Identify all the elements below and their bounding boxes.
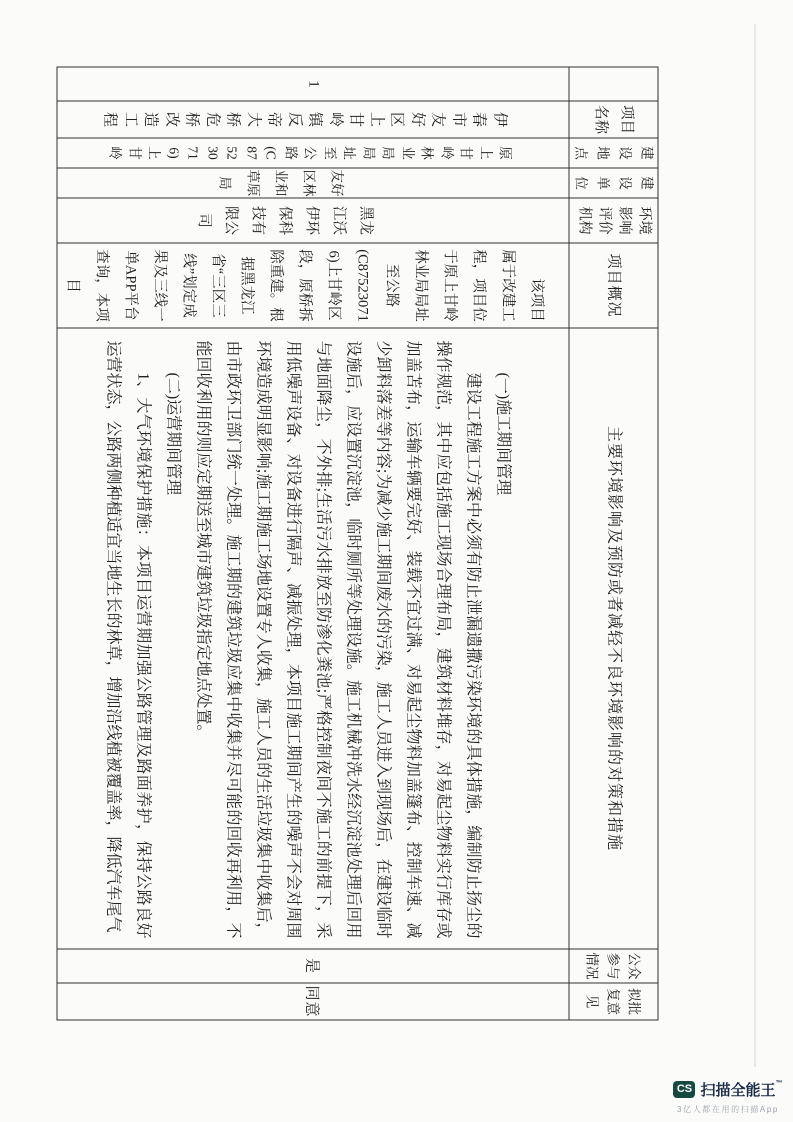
watermark-tagline: 3亿人都在用的扫描App (677, 1105, 779, 1114)
header-builder: 建设单位 (569, 168, 658, 198)
eia-approval-table (56, 66, 658, 1020)
cell-builder (57, 168, 569, 198)
header-draft-approval: 拟批复意见 (569, 983, 658, 1020)
cell-location (57, 138, 569, 168)
cell-public-participation: 是 (57, 949, 569, 983)
location-text: 原上甘岭林业局局址至公路(C875230716)上甘岭 (107, 145, 513, 160)
measures-paragraph: (一)施工期间管理 (494, 372, 511, 495)
cs-logo-icon: CS (673, 1081, 695, 1098)
header-location: 建设地点 (569, 138, 658, 168)
watermark-brand-text: 扫描全能王 (700, 1082, 776, 1099)
cell-eia-agency (57, 198, 569, 243)
cell-measures (57, 328, 569, 949)
measures-paragraph: (二)运营期间管理 (164, 372, 181, 495)
header-overview: 项目概况 (569, 243, 658, 328)
measures-paragraph: 1、大气环境保护措施：本项目运营期加强公路管理及路面养护，保持公路良好运营状态，公路两侧种植适宜当地生长的林草，增加沿线植被覆盖率，降低汽车尾气 (104, 340, 151, 938)
watermark-brand (700, 1079, 782, 1100)
trademark-symbol: ™ (775, 1080, 783, 1087)
eia-agency-text: 黑龙江沃伊环保科技有限公司 (195, 205, 373, 235)
cell-draft-approval: 同意 (57, 983, 569, 1020)
cell-project-name (57, 101, 569, 138)
camscanner-watermark (666, 1079, 790, 1115)
project-name-text: 伊春市友好区上甘岭镇反帝大桥危桥改造工程 (101, 111, 507, 127)
table-data-row (57, 67, 569, 1020)
cell-serial: 1 (57, 67, 569, 101)
header-eia-agency: 环境影响评价机构 (569, 198, 658, 243)
header-measures: 主要环境影响及预防或者减轻不良环境影响的对策和措施 (569, 328, 658, 949)
measures-paragraph: 建设工程施工方案中必须有防止泄漏遗撒污染环境的具体措施，编制防止扬尘的操作规范，其中应包括施工现场合理布局，建筑材料堆存，对易起尘物料实行库存或加盖苫布，运输车辆要完好、装载不宜过满、对易起尘物料加盖篷布、控制车速、减少卸料落差等内容;为减少施工期间废水的污染，施工人员进入到现场后，在建设临时设施后，应设置沉淀池，临时厕所等处理设施。施工机械冲洗水经沉淀池处理后回用与地面降尘，不外排;生活污水排放至防渗化粪池;严格控制夜间不施工的前提下，采用低噪声设备、对设备进行隔声、减振处理，本项目施工期间产生的噪声不会对周围环境造成明显影响;施工期施工场地设置专人收集，施工人员的生活垃圾集中收集后，由市政环卫部门统一处理。施工期的建筑垃圾应集中收集并尽可能的回收再利用，不能回收利用的则应定期送至城市建筑垃圾指定地点处置。 (194, 340, 481, 938)
scan-edge-artifact (754, 24, 756, 1067)
header-serial (569, 67, 658, 101)
table-header-row (569, 67, 658, 1020)
header-public-participation: 公众参与情况 (569, 949, 658, 983)
builder-text: 友好区林业和草原局 (217, 169, 345, 196)
cell-overview: 该项目属于改建工程，项目位于原上甘岭林业局局址至公路(C875230716)上甘岭区段，原桥拆除重建。根据黑龙江省“三区三线”划定成果及三线一单APP平台查询，本项目 (57, 243, 569, 328)
header-project-name: 项目名称 (569, 101, 658, 138)
